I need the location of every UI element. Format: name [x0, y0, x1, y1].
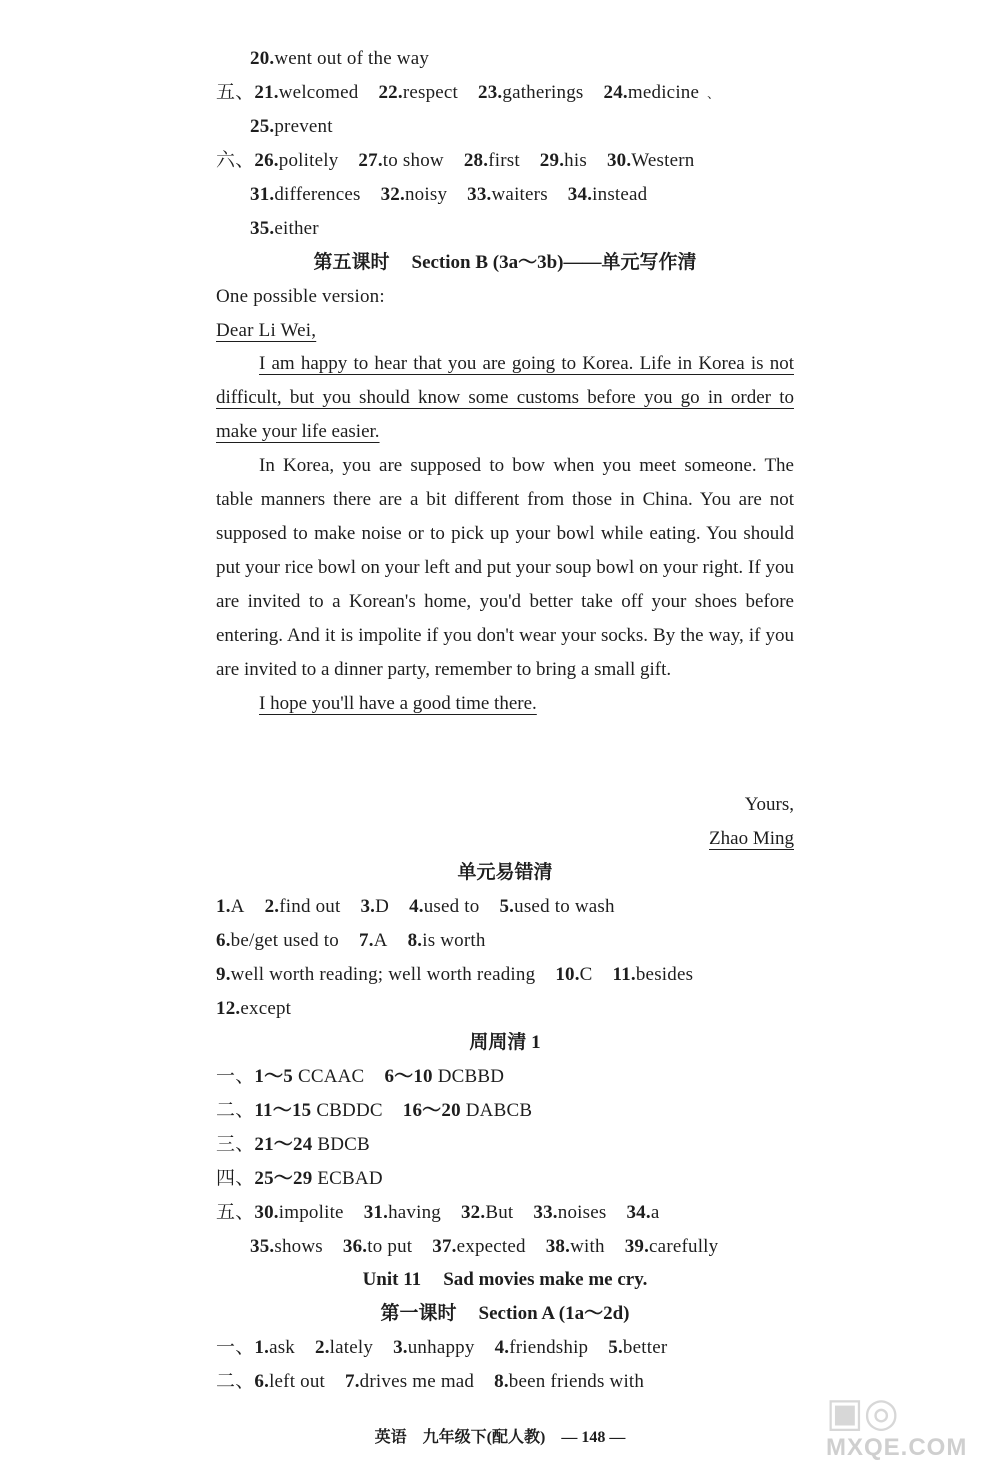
site-watermark [826, 1390, 996, 1468]
item-number: 35. [250, 1236, 275, 1257]
item-number: 22. [378, 82, 403, 103]
page-number: — 148 — [561, 1429, 626, 1446]
essay-closing: Yours, [744, 794, 794, 815]
paragraph-text: I am happy to hear that you are going to Korea. Life in Korea is not difficult, but you should know some customs before you go in order to make your life easier. [216, 353, 794, 442]
essay-signature [709, 827, 794, 851]
item-number: 1. [254, 1337, 270, 1358]
item-answer: noisy [404, 184, 448, 205]
item-number: 37. [432, 1236, 457, 1257]
item-answer: CCAAC [297, 1066, 365, 1087]
item-answer: D [375, 896, 390, 917]
lesson-label: 第五课时 [313, 252, 390, 273]
item-answer: A [373, 930, 388, 951]
item-answer: welcomed [278, 82, 359, 103]
answer-line-liu [216, 149, 694, 173]
unit-title: Sad movies make me cry. [443, 1269, 648, 1290]
item-answer: prevent [274, 116, 333, 137]
item-number: 24. [603, 82, 628, 103]
essay-paragraph-3 [216, 687, 794, 721]
unit11-row-yi [216, 1336, 667, 1360]
section-prefix: 二、 [216, 1100, 255, 1121]
answer-line-25 [250, 115, 333, 139]
section-prefix: 五、 [216, 82, 255, 103]
item-number: 34. [567, 184, 593, 205]
item-answer: carefully [649, 1236, 719, 1257]
item-number: 38. [545, 1236, 571, 1257]
item-answer: a [650, 1202, 660, 1223]
item-answer: having [388, 1202, 441, 1223]
item-number: 7. [345, 1371, 360, 1392]
item-answer: medicine [627, 82, 700, 103]
item-answer: used to [423, 896, 480, 917]
errors-heading: 单元易错清 [457, 862, 553, 883]
section-prefix: 二、 [216, 1371, 255, 1392]
item-number: 3. [360, 896, 376, 917]
unit11-row-er [216, 1370, 644, 1394]
watermark-logo-icon: ▣◎ [826, 1390, 899, 1436]
item-answer: find out [279, 896, 341, 917]
lesson-label: 第一课时 [380, 1303, 457, 1324]
item-number: 4. [494, 1337, 510, 1358]
essay-intro: One possible version: [216, 286, 385, 307]
answer-line-31 [250, 183, 647, 207]
item-answer: lately [329, 1337, 374, 1358]
unit-label: Unit 11 [362, 1269, 422, 1290]
section-label: Section B (3a～3b)——单元写作清 [411, 252, 697, 273]
item-answer: C [579, 964, 593, 985]
item-number: 26. [254, 150, 279, 171]
item-answer: respect [402, 82, 459, 103]
section-prefix: 六、 [216, 150, 255, 171]
item-number: 6. [254, 1371, 270, 1392]
item-number: 7. [359, 930, 374, 951]
item-answer: besides [635, 964, 694, 985]
item-number: 10. [555, 964, 580, 985]
item-answer: DABCB [465, 1100, 533, 1121]
item-answer: to show [382, 150, 444, 171]
item-answer: waiters [491, 184, 548, 205]
errors-row-4 [216, 997, 291, 1021]
item-answer: But [485, 1202, 514, 1223]
section-prefix: 四、 [216, 1168, 255, 1189]
item-number: 25. [250, 116, 275, 137]
weekly-row-yi [216, 1065, 504, 1089]
item-answer: Western [631, 150, 695, 171]
item-number: 5. [608, 1337, 623, 1358]
item-number: 33. [533, 1202, 558, 1223]
item-number: 31. [250, 184, 275, 205]
footer-subject: 英语 [374, 1429, 407, 1446]
section-prefix: 一、 [216, 1337, 255, 1358]
errors-row-3 [216, 963, 693, 987]
paragraph-text: I hope you'll have a good time there. [259, 693, 537, 714]
signature-text: Zhao Ming [709, 828, 794, 849]
item-number: 29. [539, 150, 565, 171]
item-answer: went out of the way [274, 48, 430, 69]
item-answer: drives me mad [359, 1371, 475, 1392]
item-number: 28. [463, 150, 489, 171]
item-answer: DCBBD [437, 1066, 505, 1087]
item-number: 6～10 [384, 1066, 433, 1087]
item-number: 21～24 [254, 1134, 313, 1155]
item-answer: either [274, 218, 319, 239]
item-number: 36. [342, 1236, 368, 1257]
item-number: 32. [460, 1202, 486, 1223]
item-answer: been friends with [508, 1371, 645, 1392]
weekly-row-er [216, 1099, 532, 1123]
item-answer: except [240, 998, 292, 1019]
unit11-heading [216, 1268, 794, 1292]
section5-heading [216, 251, 794, 275]
item-number: 33. [467, 184, 492, 205]
item-number: 21. [254, 82, 279, 103]
item-number: 11～15 [254, 1100, 312, 1121]
section-prefix: 五、 [216, 1202, 255, 1223]
weekly-heading: 周周清 1 [469, 1032, 541, 1053]
weekly-row-wu [216, 1201, 659, 1225]
item-answer: to put [367, 1236, 413, 1257]
item-answer: with [570, 1236, 605, 1257]
item-number: 32. [380, 184, 405, 205]
section-prefix: 三、 [216, 1134, 255, 1155]
errors-row-2 [216, 929, 486, 953]
weekly-row-san [216, 1133, 370, 1157]
footer-grade: 九年级下(配人教) [422, 1429, 546, 1446]
item-answer: impolite [278, 1202, 344, 1223]
item-answer: friendship [509, 1337, 589, 1358]
greeting-text: Dear Li Wei, [216, 320, 317, 341]
item-number: 3. [393, 1337, 408, 1358]
item-number: 5. [499, 896, 515, 917]
item-answer: CBDDC [316, 1100, 383, 1121]
item-answer: differences [274, 184, 361, 205]
weekly-row-cont [250, 1235, 718, 1259]
item-answer: is worth [422, 930, 486, 951]
item-number: 30. [606, 150, 632, 171]
item-answer: politely [278, 150, 339, 171]
item-number: 6. [216, 930, 231, 951]
item-number: 8. [494, 1371, 509, 1392]
item-answer: gatherings [502, 82, 584, 103]
item-answer: ECBAD [317, 1168, 383, 1189]
stray-mark: 、 [707, 87, 720, 101]
unit11-subheading [216, 1302, 794, 1326]
item-number: 11. [612, 964, 636, 985]
section-label: Section A (1a～2d) [478, 1303, 630, 1324]
item-number: 2. [315, 1337, 330, 1358]
item-number: 39. [624, 1236, 650, 1257]
watermark-text: MXQE.COM [826, 1434, 968, 1461]
item-number: 1. [216, 896, 231, 917]
item-answer: unhappy [407, 1337, 475, 1358]
item-number: 34. [626, 1202, 651, 1223]
item-number: 4. [409, 896, 424, 917]
weekly-row-si [216, 1167, 383, 1191]
item-answer: be/get used to [230, 930, 339, 951]
item-number: 20. [250, 48, 275, 69]
item-number: 2. [264, 896, 280, 917]
section-prefix: 一、 [216, 1066, 255, 1087]
essay-greeting [216, 319, 316, 343]
item-answer: well worth reading; well worth reading [230, 964, 536, 985]
item-number: 31. [363, 1202, 389, 1223]
item-number: 30. [254, 1202, 279, 1223]
item-number: 8. [407, 930, 423, 951]
item-answer: first [488, 150, 520, 171]
item-answer: shows [274, 1236, 323, 1257]
item-number: 12. [216, 998, 241, 1019]
item-answer: his [564, 150, 587, 171]
answer-line-20 [250, 47, 429, 71]
item-answer: BDCB [317, 1134, 370, 1155]
item-number: 23. [478, 82, 503, 103]
errors-row-1 [216, 895, 615, 919]
item-number: 35. [250, 218, 275, 239]
essay-paragraph-1 [216, 347, 794, 449]
item-answer: expected [456, 1236, 526, 1257]
essay-paragraph-2: In Korea, you are supposed to bow when you meet someone. The table manners there are a bit different from those in China. You are not supposed to make noise or to pick up your bowl while eating. You should put your rice bowl on your left and put your soup bowl on your right. If you are invited to a Korean's home, you'd better take off your shoes before entering. And it is impolite if you don't wear your socks. By the way, if you are invited to a dinner party, remember to bring a small gift. [216, 455, 794, 680]
essay-body [216, 347, 794, 721]
item-answer: used to wash [514, 896, 615, 917]
item-number: 16～20 [402, 1100, 461, 1121]
item-answer: A [230, 896, 245, 917]
item-number: 1～5 [254, 1066, 294, 1087]
answer-line-wu [216, 81, 719, 106]
item-number: 27. [358, 150, 383, 171]
answer-line-35 [250, 217, 319, 241]
item-number: 9. [216, 964, 231, 985]
item-number: 25～29 [254, 1168, 313, 1189]
item-answer: left out [269, 1371, 326, 1392]
item-answer: better [622, 1337, 668, 1358]
item-answer: noises [557, 1202, 607, 1223]
item-answer: ask [269, 1337, 295, 1358]
item-answer: instead [592, 184, 648, 205]
